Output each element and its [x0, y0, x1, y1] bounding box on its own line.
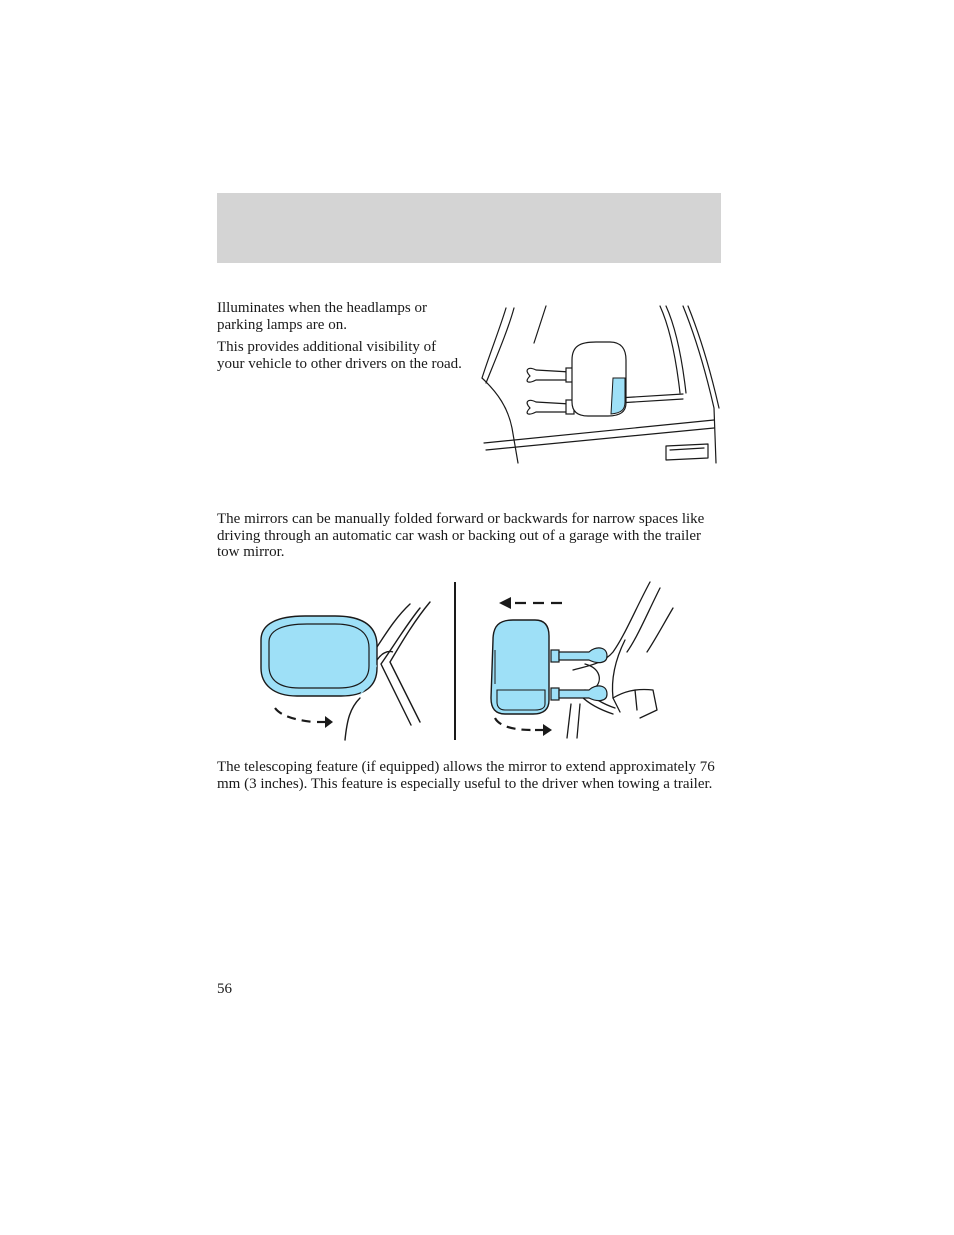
folding-mirror-trailer-tow-illustration — [485, 580, 690, 740]
paragraph-folding: The mirrors can be manually folded forward or backwards for narrow spaces like driving through an automatic car wash or backing out of a garage with the trailer tow mirror. — [217, 511, 705, 560]
figure-divider — [453, 582, 457, 742]
paragraph-telescoping: The telescoping feature (if equipped) allows the mirror to extend approximately 76 mm (3 inches). This feature is especially useful to the driver when towing a trailer. — [217, 759, 715, 792]
mirror-lamp-illustration — [478, 298, 723, 464]
page-number: 56 — [217, 981, 232, 997]
paragraph-visibility: This provides additional visibility of your vehicle to other drivers on the road. — [217, 339, 462, 372]
section-header-band — [217, 193, 721, 263]
paragraph-lamp-on: Illuminates when the headlamps or parking lamps are on. — [217, 300, 427, 333]
folding-mirror-standard-illustration — [255, 580, 435, 740]
